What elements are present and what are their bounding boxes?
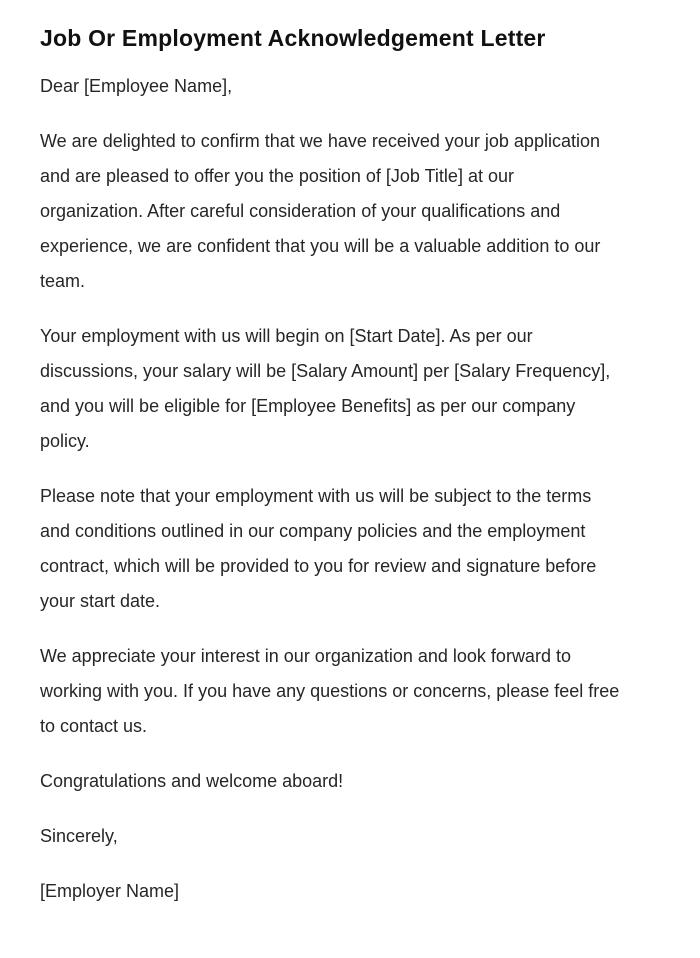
paragraph-offer: We are delighted to confirm that we have received your job application and are pleased to offer you the position of [Job Title] at our organization. After careful consideration of your qualifications and experience, we are confident that you will be a valuable addition to our team. bbox=[40, 131, 601, 291]
signature-line: [Employer Name] bbox=[40, 881, 180, 901]
signoff-line: Sincerely, bbox=[40, 826, 118, 846]
letter-title: Job Or Employment Acknowledgement Letter bbox=[40, 25, 546, 51]
paragraph-terms-conditions: Please note that your employment with us will be subject to the terms and conditions outlined in our company policies and the employment contract, which will be provided to you for review and signature before your start date. bbox=[40, 486, 597, 611]
paragraph-congratulations: Congratulations and welcome aboard! bbox=[40, 771, 344, 791]
paragraph-appreciation: We appreciate your interest in our organization and look forward to working with you. If you have any questions or concerns, please feel free to contact us. bbox=[40, 646, 620, 736]
greeting-line: Dear [Employee Name], bbox=[40, 76, 233, 96]
paragraph-start-date-salary: Your employment with us will begin on [Start Date]. As per our discussions, your salary will be [Salary Amount] per [Salary Frequency], and you will be eligible for [Employee Benefits] as per our company policy. bbox=[40, 326, 611, 451]
